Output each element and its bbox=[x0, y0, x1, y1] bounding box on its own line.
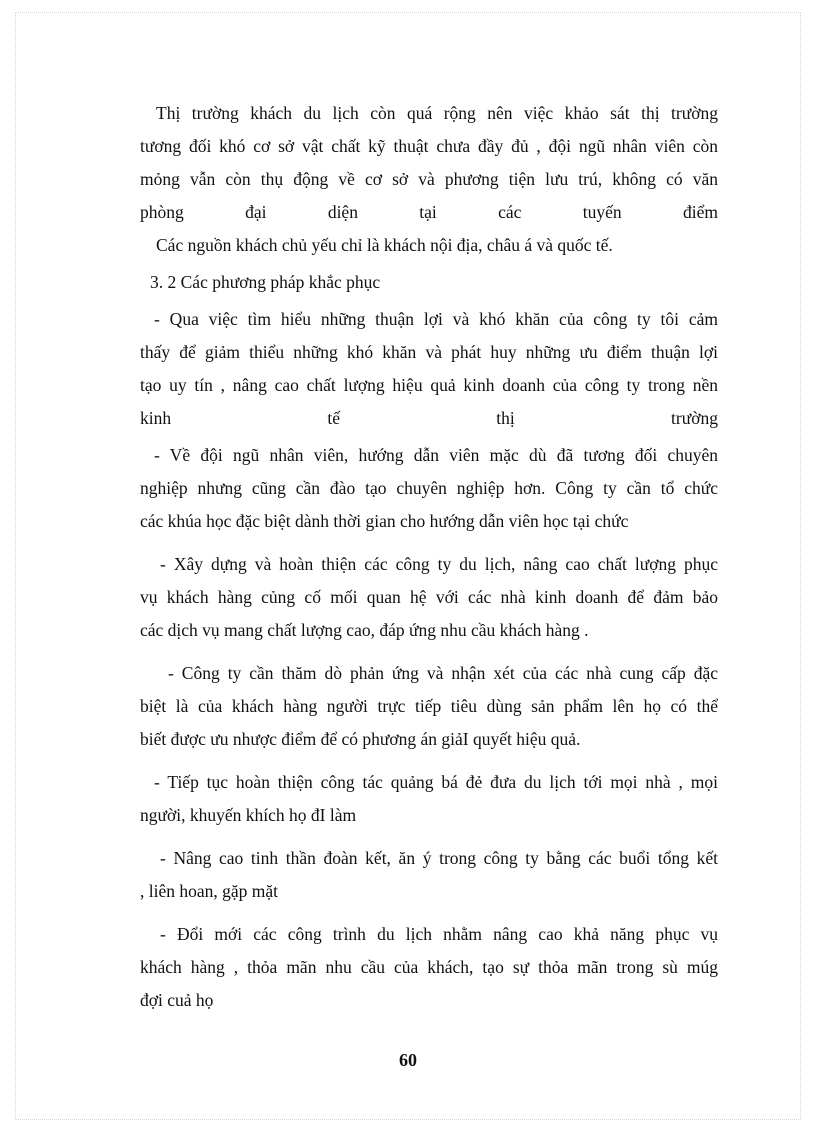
text-line: tương đối khó cơ sở vật chất kỹ thuật chưa đầy đủ , đội ngũ nhân viên còn bbox=[140, 136, 718, 156]
text-line: phòng đại diện tại các tuyến điểm bbox=[140, 202, 718, 222]
page-content bbox=[140, 97, 718, 1017]
text-line: người, khuyến khích họ đI làm bbox=[140, 805, 357, 825]
text-line: - Qua việc tìm hiểu những thuận lợi và khó khăn của công ty tôi cảm bbox=[154, 309, 718, 329]
text-line: - Về đội ngũ nhân viên, hướng dẫn viên mặc dù đã tương đối chuyên bbox=[154, 445, 718, 465]
text-line: biết được ưu nhược điểm để có phương án giảI quyết hiệu quả. bbox=[140, 729, 581, 749]
text-line: - Đổi mới các công trình du lịch nhằm nâng cao khả năng phục vụ bbox=[160, 924, 718, 944]
section-heading: 3. 2 Các phương pháp khắc phục bbox=[150, 272, 381, 292]
text-line: tạo uy tín , nâng cao chất lượng hiệu quả kinh doanh của công ty trong nền bbox=[140, 375, 718, 395]
paragraph-service-quality bbox=[140, 548, 718, 647]
paragraph-staff-training bbox=[140, 439, 718, 538]
text-line: mỏng vẫn còn thụ động về cơ sở và phương tiện lưu trú, không có văn bbox=[140, 169, 718, 189]
paragraph-promotion bbox=[140, 766, 718, 832]
paragraph-supplier-feedback bbox=[140, 657, 718, 756]
paragraph-innovation bbox=[140, 918, 718, 1017]
page-number: 60 bbox=[399, 1050, 417, 1070]
text-line: - Nâng cao tinh thần đoàn kết, ăn ý trong công ty bằng các buổi tổng kết bbox=[160, 848, 718, 868]
text-line: các khúa học đặc biệt dành thời gian cho hướng dẫn viên học tại chức bbox=[140, 511, 629, 531]
text-line: kinh tế thị trường bbox=[140, 408, 718, 428]
text-line: các dịch vụ mang chất lượng cao, đáp ứng nhu cầu khách hàng . bbox=[140, 620, 589, 640]
paragraph-introduction bbox=[140, 303, 718, 435]
text-line: - Công ty cần thăm dò phản ứng và nhận xét của các nhà cung cấp đặc bbox=[168, 663, 718, 683]
text-line: thấy để giảm thiểu những khó khăn và phát huy những ưu điểm thuận lợi bbox=[140, 342, 718, 362]
text-line: - Tiếp tục hoàn thiện công tác quảng bá đẻ đưa du lịch tới mọi nhà , mọi bbox=[154, 772, 718, 792]
paragraph-customer-sources: Các nguồn khách chủ yếu chỉ là khách nội địa, châu á và quốc tế. bbox=[156, 235, 613, 255]
text-line: khách hàng , thỏa mãn nhu cầu của khách, tạo sự thỏa mãn trong sù múg bbox=[140, 957, 718, 977]
text-line: nghiệp nhưng cũng cần đào tạo chuyên nghiệp hơn. Công ty cần tổ chức bbox=[140, 478, 718, 498]
paragraph-solidarity bbox=[140, 842, 718, 908]
text-line: vụ khách hàng củng cố mối quan hệ với các nhà kinh doanh để đảm bảo bbox=[140, 587, 718, 607]
text-line: - Xây dựng và hoàn thiện các công ty du lịch, nâng cao chất lượng phục bbox=[160, 554, 718, 574]
text-line: biệt là của khách hàng người trực tiếp tiêu dùng sản phẩm lên họ có thể bbox=[140, 696, 718, 716]
text-line: , liên hoan, gặp mặt bbox=[140, 881, 279, 901]
paragraph-market-difficulty bbox=[140, 97, 718, 229]
text-line: Thị trường khách du lịch còn quá rộng nên việc khảo sát thị trường bbox=[156, 103, 718, 123]
text-line: đợi cuả họ bbox=[140, 990, 214, 1010]
